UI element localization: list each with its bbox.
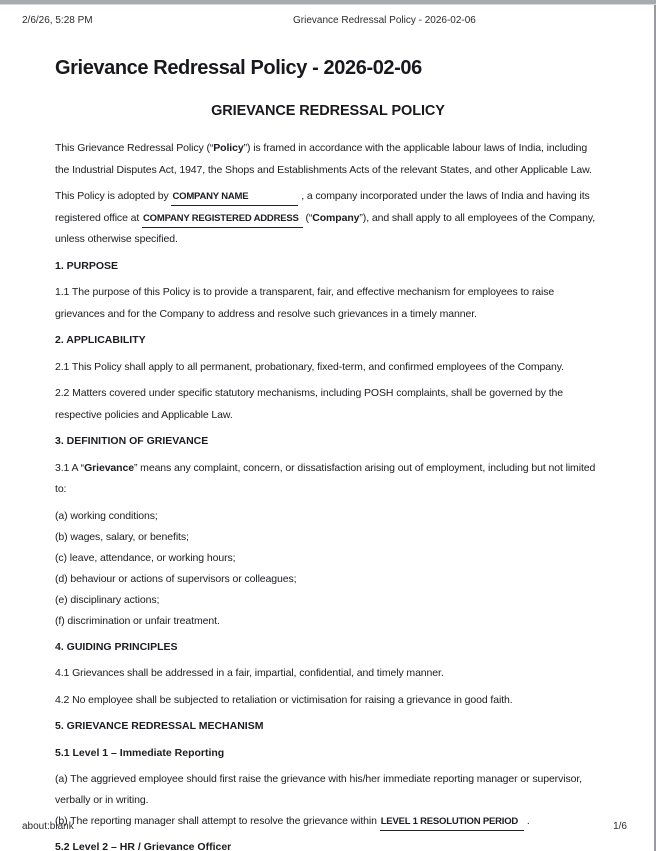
text-run: (a) working conditions;: [55, 509, 158, 522]
text-run: (f) discrimination or unfair treatment.: [55, 614, 220, 627]
doc-blocks: [55, 138, 601, 851]
text-run: 5.2 Level 2 – HR / Grievance Officer: [55, 841, 232, 851]
print-footer: [22, 821, 627, 833]
text-run: 3. DEFINITION OF GRIEVANCE: [55, 435, 209, 447]
window-top-edge: [0, 0, 656, 5]
policy-paragraph: [55, 383, 601, 426]
clause-lines: [55, 506, 601, 632]
policy-paragraph: [55, 458, 601, 501]
clause-line: [55, 548, 601, 569]
text-run: 4.1 Grievances shall be addressed in a fair, impartial, confidential, and timely manner.: [55, 667, 444, 679]
level-1-resolution-period-field: LEVEL 1 RESOLUTION PERIOD: [380, 816, 524, 831]
text-run: 1. PURPOSE: [55, 259, 119, 272]
company-registered-address-field: COMPANY REGISTERED ADDRESS: [142, 213, 303, 228]
text-run: (b) The reporting manager shall attempt to resolve the grievance within: [55, 815, 380, 827]
header-datetime: 2/6/26, 5:28 PM: [22, 15, 93, 26]
text-run: , a company incorporated under the laws of India and having its registered office at: [55, 190, 590, 224]
clause-line: [55, 506, 601, 527]
footer-url: about:blank: [22, 821, 74, 832]
text-run: This Grievance Redressal Policy (“: [55, 142, 214, 154]
document-body: [55, 0, 601, 851]
doc-main-heading: GRIEVANCE REDRESSAL POLICY: [211, 103, 445, 119]
clause-line: [55, 590, 601, 611]
text-run: (e) disciplinary actions;: [55, 593, 160, 606]
clause-line: [55, 769, 601, 811]
text-run: (d) behaviour or actions of supervisors or colleagues;: [55, 572, 297, 585]
section-heading: [55, 837, 601, 851]
doc-title: Grievance Redressal Policy - 2026-02-06: [55, 57, 422, 79]
policy-paragraph: [55, 357, 601, 379]
text-run: (a) The aggrieved employee should first raise the grievance with his/her immediate reporting manager or supervisor, verbally or in writing.: [55, 773, 582, 806]
clause-line: [55, 611, 601, 632]
policy-paragraph: [55, 186, 601, 251]
section-heading: [55, 330, 601, 352]
policy-paragraph: [55, 690, 601, 712]
text-run: ”), and shall apply to all employees of the Company, unless otherwise specified.: [55, 211, 596, 245]
text-run: 5.1 Level 1 – Immediate Reporting: [55, 746, 225, 759]
text-run: Grievance: [84, 461, 134, 474]
header-doc-title: Grievance Redressal Policy - 2026-02-06: [293, 15, 476, 26]
text-run: This Policy is adopted by: [55, 190, 172, 202]
text-run: 4.2 No employee shall be subjected to retaliation or victimisation for raising a grievance in good faith.: [55, 693, 513, 706]
text-run: (“: [302, 211, 313, 224]
policy-paragraph: [55, 663, 601, 685]
text-run: (b) wages, salary, or benefits;: [55, 530, 189, 543]
policy-paragraph: [55, 138, 601, 181]
section-heading: [55, 716, 601, 738]
text-run: 5. GRIEVANCE REDRESSAL MECHANISM: [55, 720, 264, 732]
text-run: Policy: [213, 142, 244, 154]
text-run: Company: [312, 211, 360, 224]
text-run: ” means any complaint, concern, or dissatisfaction arising out of employment, including but not limited to:: [55, 461, 596, 495]
text-run: 4. GUIDING PRINCIPLES: [55, 640, 178, 653]
text-run: (c) leave, attendance, or working hours;: [55, 551, 236, 564]
section-heading: [55, 431, 601, 453]
footer-page-number: 1/6: [613, 821, 627, 832]
text-run: 3.1 A “: [55, 461, 85, 474]
clause-line: [55, 527, 601, 548]
company-name-field: COMPANY NAME: [171, 191, 298, 206]
text-run: 2. APPLICABILITY: [55, 334, 146, 346]
text-run: 2.2 Matters covered under specific statutory mechanisms, including POSH complaints, shall be governed by the respective policies and Applicable Law.: [55, 387, 564, 421]
text-run: ”) is framed in accordance with the applicable labour laws of India, including the Industrial Disputes Act, 1947, the Shops and Establishments Acts of the relevant States, and other Applicable Law.: [55, 142, 592, 176]
section-heading: [55, 256, 601, 278]
section-heading: [55, 743, 601, 765]
text-run: .: [524, 815, 530, 827]
text-run: 2.1 This Policy shall apply to all permanent, probationary, fixed-term, and confirmed employees of the Company.: [55, 360, 564, 373]
policy-paragraph: [55, 282, 601, 325]
section-heading: [55, 637, 601, 659]
text-run: 1.1 The purpose of this Policy is to provide a transparent, fair, and effective mechanism for employees to raise grievances and for the Company to address and resolve such grievances in a timely manner.: [55, 286, 555, 320]
clause-line: [55, 569, 601, 590]
